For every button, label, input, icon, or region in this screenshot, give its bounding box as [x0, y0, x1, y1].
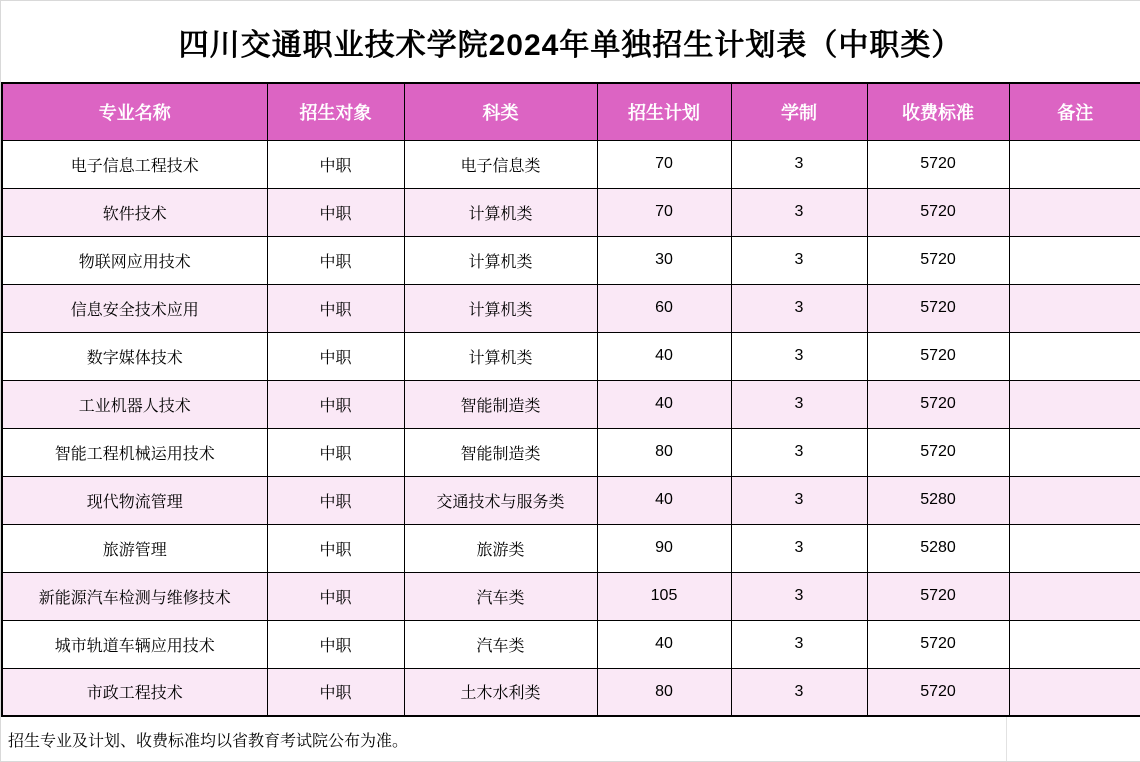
- table-cell: 现代物流管理: [2, 476, 267, 524]
- table-cell: 5280: [867, 476, 1009, 524]
- page-title: 四川交通职业技术学院2024年单独招生计划表（中职类）: [178, 28, 963, 62]
- table-cell: [1009, 524, 1140, 572]
- table-cell: 3: [731, 284, 867, 332]
- column-header: 收费标准: [867, 83, 1009, 140]
- table-cell: 5720: [867, 428, 1009, 476]
- table-cell: 工业机器人技术: [2, 380, 267, 428]
- table-cell: 旅游类: [404, 524, 597, 572]
- column-header: 专业名称: [2, 83, 267, 140]
- table-cell: [1009, 332, 1140, 380]
- table-cell: [1009, 380, 1140, 428]
- table-cell: 中职: [267, 188, 404, 236]
- table-cell: 3: [731, 140, 867, 188]
- table-row: [2, 140, 1140, 188]
- table-cell: 市政工程技术: [2, 668, 267, 716]
- table-body: [2, 140, 1140, 716]
- table-cell: 5720: [867, 188, 1009, 236]
- footer-note: 招生专业及计划、收费标准均以省教育考试院公布为准。: [1, 717, 1007, 761]
- enrollment-plan-table: [1, 82, 1140, 717]
- table-cell: 5720: [867, 140, 1009, 188]
- title-bar: [1, 1, 1140, 82]
- table-cell: 3: [731, 524, 867, 572]
- table-cell: 40: [597, 620, 731, 668]
- table-cell: 70: [597, 140, 731, 188]
- table-cell: 5720: [867, 380, 1009, 428]
- table-cell: 信息安全技术应用: [2, 284, 267, 332]
- table-cell: 3: [731, 332, 867, 380]
- table-cell: [1009, 572, 1140, 620]
- table-cell: 60: [597, 284, 731, 332]
- table-cell: 智能工程机械运用技术: [2, 428, 267, 476]
- table-cell: 5720: [867, 236, 1009, 284]
- table-row: [2, 524, 1140, 572]
- table-cell: 智能制造类: [404, 428, 597, 476]
- footer-empty-cell: [1007, 717, 1140, 761]
- table-cell: [1009, 140, 1140, 188]
- table-cell: 中职: [267, 572, 404, 620]
- table-cell: 40: [597, 332, 731, 380]
- table-cell: 土木水利类: [404, 668, 597, 716]
- table-row: [2, 236, 1140, 284]
- table-row: [2, 188, 1140, 236]
- table-cell: 5720: [867, 572, 1009, 620]
- table-cell: 3: [731, 380, 867, 428]
- table-cell: 5280: [867, 524, 1009, 572]
- table-cell: 5720: [867, 332, 1009, 380]
- table-cell: 中职: [267, 620, 404, 668]
- table-cell: 中职: [267, 236, 404, 284]
- table-row: [2, 332, 1140, 380]
- column-header: 备注: [1009, 83, 1140, 140]
- table-cell: 90: [597, 524, 731, 572]
- table-cell: [1009, 284, 1140, 332]
- table-cell: 城市轨道车辆应用技术: [2, 620, 267, 668]
- table-cell: 3: [731, 620, 867, 668]
- table-cell: 40: [597, 380, 731, 428]
- table-cell: 计算机类: [404, 332, 597, 380]
- table-cell: 旅游管理: [2, 524, 267, 572]
- table-cell: [1009, 236, 1140, 284]
- table-row: [2, 380, 1140, 428]
- table-cell: 3: [731, 668, 867, 716]
- table-row: [2, 476, 1140, 524]
- table-cell: 3: [731, 188, 867, 236]
- table-cell: 105: [597, 572, 731, 620]
- column-header: 科类: [404, 83, 597, 140]
- table-cell: 电子信息工程技术: [2, 140, 267, 188]
- table-cell: 数字媒体技术: [2, 332, 267, 380]
- table-cell: 中职: [267, 668, 404, 716]
- table-cell: 电子信息类: [404, 140, 597, 188]
- table-cell: 3: [731, 428, 867, 476]
- table-cell: 5720: [867, 668, 1009, 716]
- table-cell: 70: [597, 188, 731, 236]
- table-cell: 3: [731, 572, 867, 620]
- table-cell: 中职: [267, 140, 404, 188]
- table-cell: 计算机类: [404, 188, 597, 236]
- table-cell: 中职: [267, 476, 404, 524]
- table-cell: [1009, 476, 1140, 524]
- table-cell: 汽车类: [404, 572, 597, 620]
- column-header: 学制: [731, 83, 867, 140]
- table-row: [2, 572, 1140, 620]
- table-cell: 3: [731, 236, 867, 284]
- table-cell: [1009, 428, 1140, 476]
- table-cell: 计算机类: [404, 236, 597, 284]
- table-row: [2, 620, 1140, 668]
- column-header: 招生计划: [597, 83, 731, 140]
- table-cell: [1009, 620, 1140, 668]
- table-cell: 软件技术: [2, 188, 267, 236]
- table-cell: 新能源汽车检测与维修技术: [2, 572, 267, 620]
- table-cell: 5720: [867, 284, 1009, 332]
- table-cell: 物联网应用技术: [2, 236, 267, 284]
- table-cell: 计算机类: [404, 284, 597, 332]
- table-row: [2, 284, 1140, 332]
- table-cell: 80: [597, 668, 731, 716]
- table-row: [2, 428, 1140, 476]
- table-cell: 中职: [267, 332, 404, 380]
- table-cell: 40: [597, 476, 731, 524]
- table-cell: 中职: [267, 380, 404, 428]
- table-cell: [1009, 188, 1140, 236]
- table-row: [2, 668, 1140, 716]
- table-cell: 30: [597, 236, 731, 284]
- column-header: 招生对象: [267, 83, 404, 140]
- table-cell: 3: [731, 476, 867, 524]
- table-cell: 中职: [267, 428, 404, 476]
- table-cell: 80: [597, 428, 731, 476]
- footer-row: [1, 717, 1140, 762]
- table-cell: 智能制造类: [404, 380, 597, 428]
- table-cell: [1009, 668, 1140, 716]
- table-header-row: [2, 83, 1140, 140]
- table-cell: 中职: [267, 284, 404, 332]
- table-cell: 汽车类: [404, 620, 597, 668]
- table-cell: 中职: [267, 524, 404, 572]
- table-cell: 交通技术与服务类: [404, 476, 597, 524]
- table-cell: 5720: [867, 620, 1009, 668]
